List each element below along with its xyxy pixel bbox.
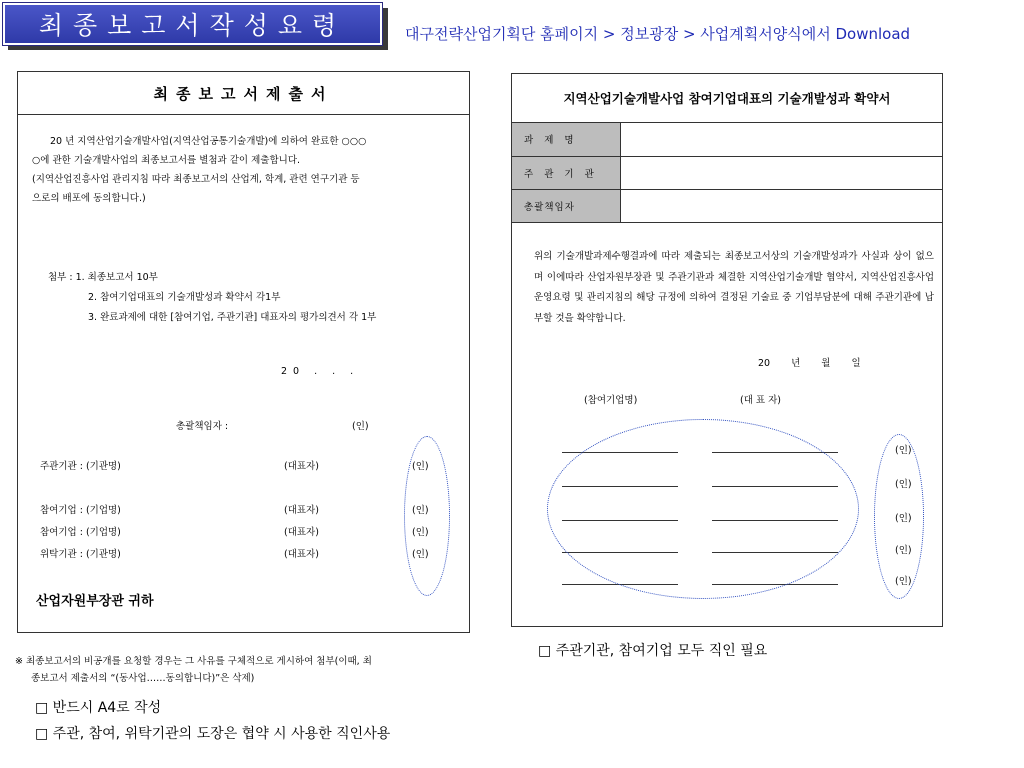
attachment-item: 3. 완료과제에 대한 [참여기업, 주관기관] 대표자의 평가의견서 각 1부 (88, 312, 377, 323)
org-label: 주관기관 : (기관명) (40, 461, 121, 472)
org-label: 참여기업 : (기업명) (40, 527, 121, 538)
seal-mark: (인) (895, 545, 912, 556)
seal-mark: (인) (895, 576, 912, 587)
pledge-text: 위의 기술개발과제수행결과에 따라 제출되는 최종보고서상의 기술개발성과가 사실과 상이 없으며 이에따라 산업자원부장관 및 주관기관과 체결한 지역산업기술개발 협약서, 지역산업진흥사업 운영요령 및 관리지침의 해당 규정에 의하여 결정된 기술료 중 기업부담분에 대해 주관기관에 납부할 것을 확약합니다. (534, 251, 934, 324)
org-label: 참여기업 : (기업명) (40, 505, 121, 516)
signature-highlight-ellipse (547, 419, 859, 599)
non-disclosure-note (15, 653, 485, 687)
paragraph-line: 으로의 배포에 동의합니다.) (32, 193, 146, 204)
submission-paragraph (32, 132, 462, 208)
table-row (512, 189, 942, 222)
signature-row (40, 545, 460, 565)
pledge-date: 20 년 월 일 (758, 358, 861, 369)
table-value (620, 156, 942, 189)
rep-label: (대표자) (284, 527, 319, 538)
paragraph-line: ○에 관한 기술개발사업의 최종보고서를 별첨과 같이 제출합니다. (32, 155, 301, 166)
responsible-person-label: 총괄책임자 : (176, 421, 229, 432)
final-report-submission-form (17, 71, 470, 633)
seal-mark: (인) (412, 527, 429, 538)
seal-mark: (인) (895, 445, 912, 456)
table-label: 총괄책임자 (512, 189, 620, 222)
seal-mark: (인) (895, 513, 912, 524)
participant-label: (참여기업명) (584, 395, 638, 406)
paragraph-line: 20 년 지역산업기술개발사업(지역산업공통기술개발)에 의하여 완료한 ○○○ (50, 136, 367, 147)
attachment-item: 2. 참여기업대표의 기술개발성과 확약서 각1부 (88, 292, 281, 303)
note-line: ※ 최종보고서의 비공개를 요청할 경우는 그 사유를 구체적으로 게시하여 첨부(이때, 최 (15, 656, 372, 667)
table-row (512, 156, 942, 189)
table-label: 주 관 기 관 (512, 156, 620, 189)
seal-mark: (인) (412, 461, 429, 472)
seal-highlight-ellipse (404, 436, 450, 596)
org-label: 위탁기관 : (기관명) (40, 549, 121, 560)
signature-row (40, 457, 460, 477)
table-value (620, 189, 942, 222)
table-row (512, 123, 942, 156)
rep-label: (대표자) (284, 505, 319, 516)
rep-label: (대표자) (284, 461, 319, 472)
checklist-item-a4: □ 반드시 A4로 작성 (35, 700, 162, 716)
attachments-list (48, 268, 458, 328)
checklist-item-seal-required: □ 주관기관, 참여기업 모두 직인 필요 (538, 643, 768, 659)
download-path: 대구전략산업기획단 홈페이지 > 정보광장 > 사업계획서양식에서 Download (405, 25, 911, 43)
note-line: 종보고서 제출서의 “(동사업……동의합니다)”은 삭제) (31, 673, 255, 684)
tech-outcome-pledge-form (511, 73, 943, 627)
pledge-title: 지역산업기술개발사업 참여기업대표의 기술개발성과 확약서 (512, 74, 942, 123)
slide-title: 최종보고서작성요령 (3, 3, 382, 45)
checklist-item-seal-usage: □ 주관, 참여, 위탁기관의 도장은 협약 시 사용한 직인사용 (35, 726, 391, 742)
responsible-seal: (인) (352, 421, 369, 432)
signature-row (40, 501, 460, 521)
project-info-table (512, 123, 942, 223)
seal-mark: (인) (412, 505, 429, 516)
representative-label: (대 표 자) (740, 395, 781, 406)
rep-label: (대표자) (284, 549, 319, 560)
addressee: 산업자원부장관 귀하 (36, 594, 154, 609)
attachment-item: 첨부 : 1. 최종보고서 10부 (48, 272, 158, 283)
seal-mark: (인) (895, 479, 912, 490)
form-title: 최종보고서제출서 (18, 72, 469, 115)
paragraph-line: (지역산업진흥사업 관리지침 따라 최종보고서의 산업계, 학계, 관련 연구기관 등 (32, 174, 360, 185)
table-label: 과 제 명 (512, 123, 620, 156)
signature-row (40, 523, 460, 543)
seal-mark: (인) (412, 549, 429, 560)
table-value (620, 123, 942, 156)
submission-date: 20 . . . (281, 366, 360, 377)
